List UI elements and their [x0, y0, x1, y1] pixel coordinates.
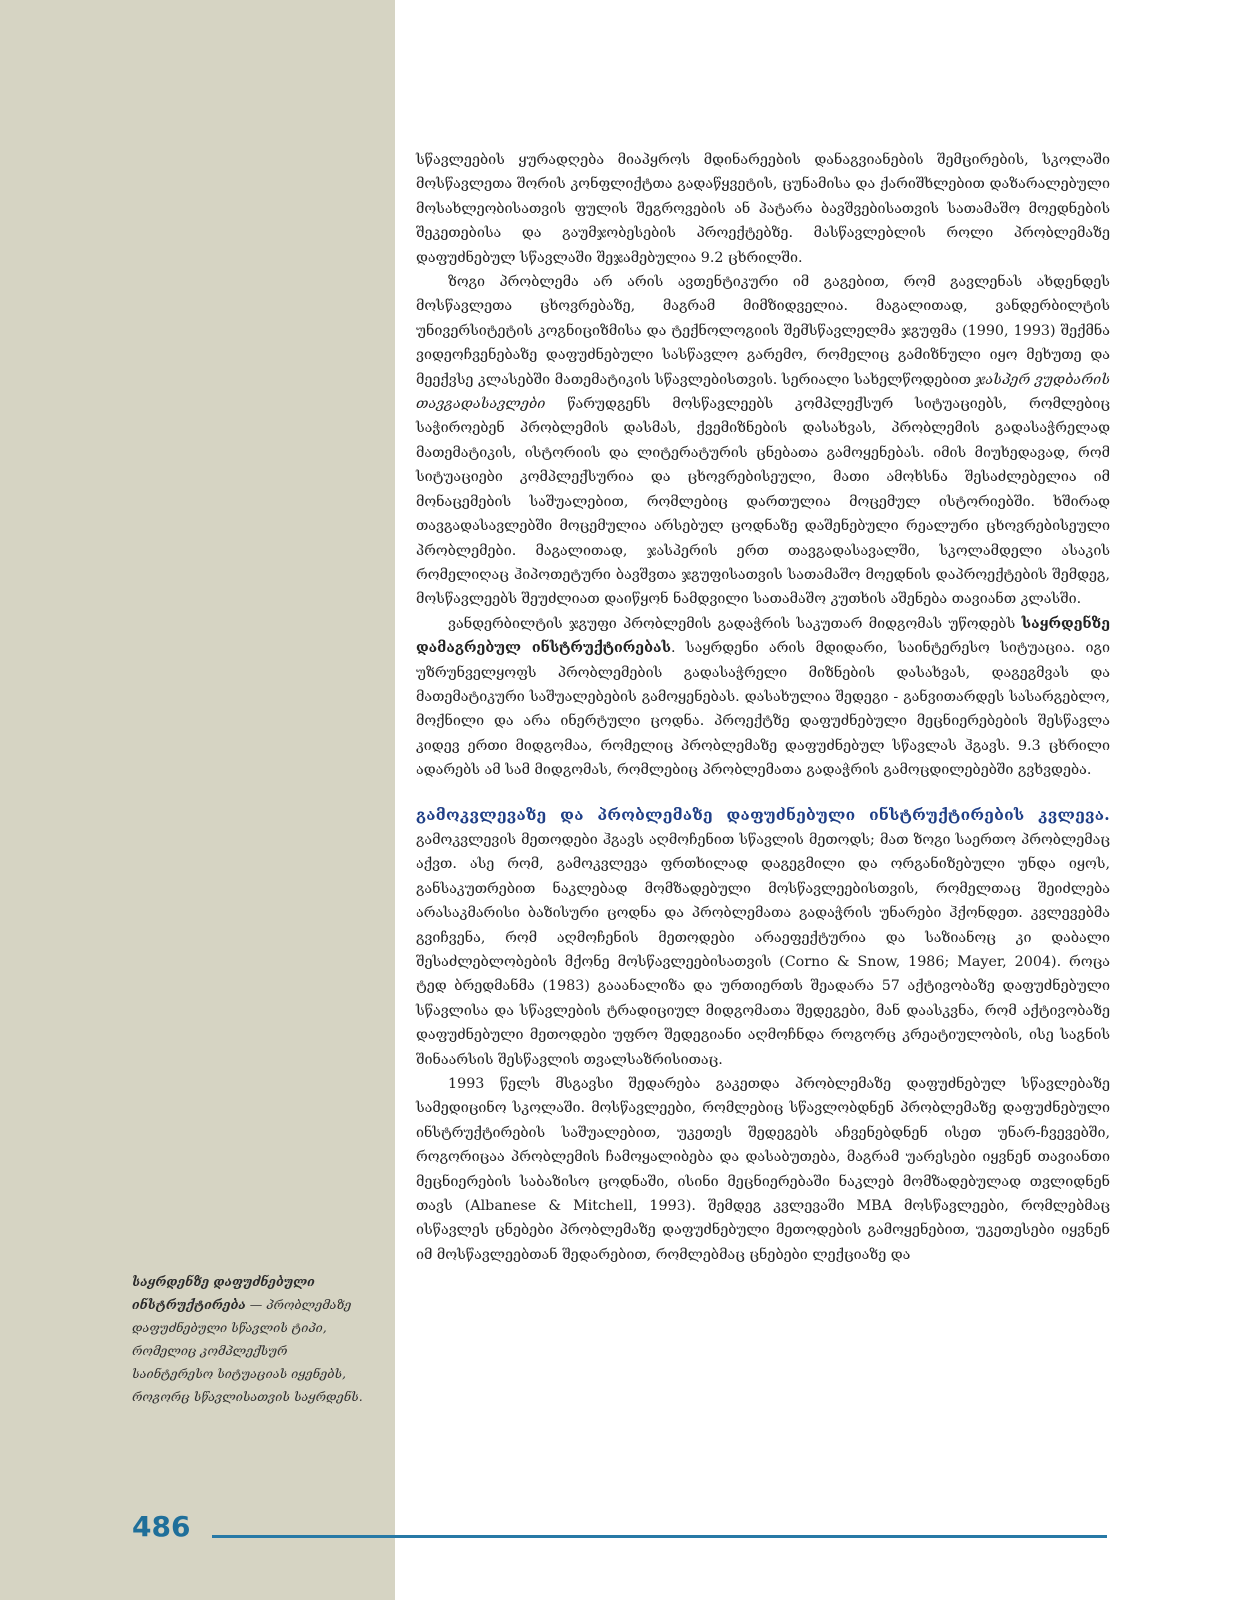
paragraph-2-start: ზოგი პრობლემა არ არის ავთენტიკური იმ გაგებით, რომ გავლენას ახდენდეს მოსწავლეთა ცხოვრებაზე, მაგრამ მიმზიდველია. მაგალითად, ვანდერბილტის უნივერსიტეტის კოგნიციზმისა და ტექნოლოგიის შემსწავლელმა ჯგუფმა (1990, 1993) შექმნა ვიდეოჩვენებაზე დაფუძნებული სასწავლო გარემო, რომელიც გამიზნული იყო მეხუთე და მეექვსე კლასებში მათემატიკის სწავლებისთვის. სერიალი სახელწოდებით — [416, 274, 1110, 388]
paragraph-2 — [416, 270, 1110, 612]
paragraph-5: 1993 წელს მსგავსი შედარება გაკეთდა პრობლემაზე დაფუძნებულ სწავლებაზე სამედიცინო სკოლაში. მოსწავლეები, რომლებიც სწავლობდნენ პრობლემაზე დაფუძნებული ინსტრუქტირების საშუალებით, უკეთეს შედეგებს აჩვენებდნენ ისეთ უნარ-ჩვევებში, როგორიცაა პრობლემის ჩამოყალიბება და დასაბუთება, მაგრამ უარესები იყვნენ თავიანთი მეცნიერების საბაზისო ცოდნაში, ისინი მეცნიერებაში ნაკლებ მომზადებულად თვლიდნენ თავს (Albanese & Mitchell, 1993). შემდეგ კვლევაში MBA მოსწავლეები, რომლებმაც ისწავლეს ცნებები პრობლემაზე დაფუძნებული მეთოდების გამოყენებით, უკეთესები იყვნენ იმ მოსწავლეებთან შედარებით, რომლებმაც ცნებები ლექციაზე და — [416, 1076, 1110, 1263]
section-heading: გამოკვლევაზე და პრობლემაზე დაფუძნებული ინსტრუქტირების კვლევა. — [416, 804, 1110, 824]
paragraph-3 — [416, 612, 1110, 783]
paragraph-4-text: გამოკვლევის მეთოდები ჰგავს აღმოჩენით სწავლის მეთოდს; მათ ზოგი საერთო პრობლემაც აქვთ. ასე რომ, გამოკვლევა ფრთხილად დაგეგმილი და ორგანიზებული უნდა იყოს, განსაკუთრებით ნაკლებად მომზადებული მოსწავლეებისთვის, რომელთაც შეიძლება არასაკმარისი ბაზისური ცოდნა და პრობლემათა გადაჭრის უნარები ჰქონდეთ. კვლევებმა გვიჩვენა, რომ აღმოჩენის მეთოდები არაეფექტურია და საზიანოც კი დაბალი შესაძლებლობების მქონე მოსწავლეებისათვის (Corno & Snow, 1986; Mayer, 2004). როცა ტედ ბრედმანმა (1983) გააანალიზა და ურთიერთს შეადარა 57 აქტივობაზე დაფუძნებული სწავლისა და სწავლების ტრადიციულ მიდგომათა შედეგები, მან დაასკვნა, რომ აქტივობაზე დაფუძნებული მეთოდები უფრო შედეგიანი აღმოჩნდა როგორც კრეატიულობის, ისე საგნის შინაარსის შესწავლის თვალსაზრისითაც. — [416, 831, 1110, 1068]
main-text — [416, 148, 1110, 1267]
paragraph-3-start: ვანდერბილტის ჯგუფი პრობლემის გადაჭრის საკუთარ მიდგომას უწოდებს — [448, 615, 1022, 632]
paragraph-3-end: . საყრდენი არის მდიდარი, საინტერესო სიტუაცია. იგი უზრუნველყოფს პრობლემების გადასაჭრელი მიზნების დასახვას, დაგეგმვას და მათემატიკური საშუალებების გამოყენებას. დასახულია შედეგი - განვითარდეს სასარგებლო, მოქნილი და არა ინერტული ცოდნა. პროექტზე დაფუძნებული მეცნიერებების შესწავლა კიდევ ერთი მიდგომაა, რომელიც პრობლემაზე დაფუძნებულ სწავლას ჰგავს. 9.3 ცხრილი ადარებს ამ სამ მიდგომას, რომლებიც პრობლემათა გადაჭრის გამოცდილებებში გვხვდება. — [416, 640, 1110, 779]
footer-rule — [212, 1535, 1107, 1538]
key-term: საყრდენზე დამაგრებულ ინსტრუქტირებას — [416, 615, 1110, 657]
page-number: 486 — [132, 1510, 191, 1543]
glossary-definition: — პრობლემაზე დაფუძნებული სწავლის ტიპი, რომელიც კომპლექსურ საინტერესო სიტუაციას იყენებს, როგორც სწავლისათვის საყრდენს. — [132, 1297, 363, 1404]
glossary-term: საყრდენზე დაფუძნებული ინსტრუქტირება — [132, 1274, 315, 1312]
series-title: ჯასპერ ვუდბარის თავგადასავლები — [416, 371, 1111, 413]
paragraph-1: სწავლეების ყურადღება მიაპყროს მდინარეების დანაგვიანების შემცირების, სკოლაში მოსწავლეთა შორის კონფლიქტთა გადაწყვეტის, ცუნამისა და ქარიშხლებით დაზარალებული მოსახლეობისათვის ფულის შეგროვების ან პატარა ბავშვებისათვის სათამაშო მოედნების შეკეთებისა და გაუმჯობესების პროექტებზე. მასწავლებლის როლი პრობლემაზე დაფუძნებულ სწავლაში შეჯამებულია 9.2 ცხრილში. — [416, 152, 1110, 266]
glossary-note — [132, 1270, 372, 1408]
paragraph-4 — [416, 803, 1110, 1072]
paragraph-2-end: წარუდგენს მოსწავლეებს კომპლექსურ სიტუაციებს, რომლებიც საჭიროებენ პრობლემის დასმას, ქვემიზნების დასახვას, პრობლემის გადასაჭრელად მათემატიკის, ისტორიის და ლიტერატურის ცნებათა გამოყენებას. იმის მიუხედავად, რომ სიტუაციები კომპლექსურია და ცხოვრებისეული, მათი ამოხსნა შესაძლებელია იმ მონაცემების საშუალებით, რომლებიც დართულია მოცემულ ისტორიებში. ხშირად თავგადასავლებში მოცემულია არსებულ ცოდნაზე დაშენებული რეალური ცხოვრებისეული პრობლემები. მაგალითად, ჯასპერის ერთ თავგადასავალში, სკოლამდელი ასაკის რომელიღაც ჰიპოთეტური ბავშვთა ჯგუფისათვის სათამაშო მოედნის დაპროექტების შემდეგ, მოსწავლეებს შეუძლიათ დაიწყონ ნამდვილი სათამაშო კუთხის აშენება თავიანთ კლასში. — [416, 396, 1110, 608]
